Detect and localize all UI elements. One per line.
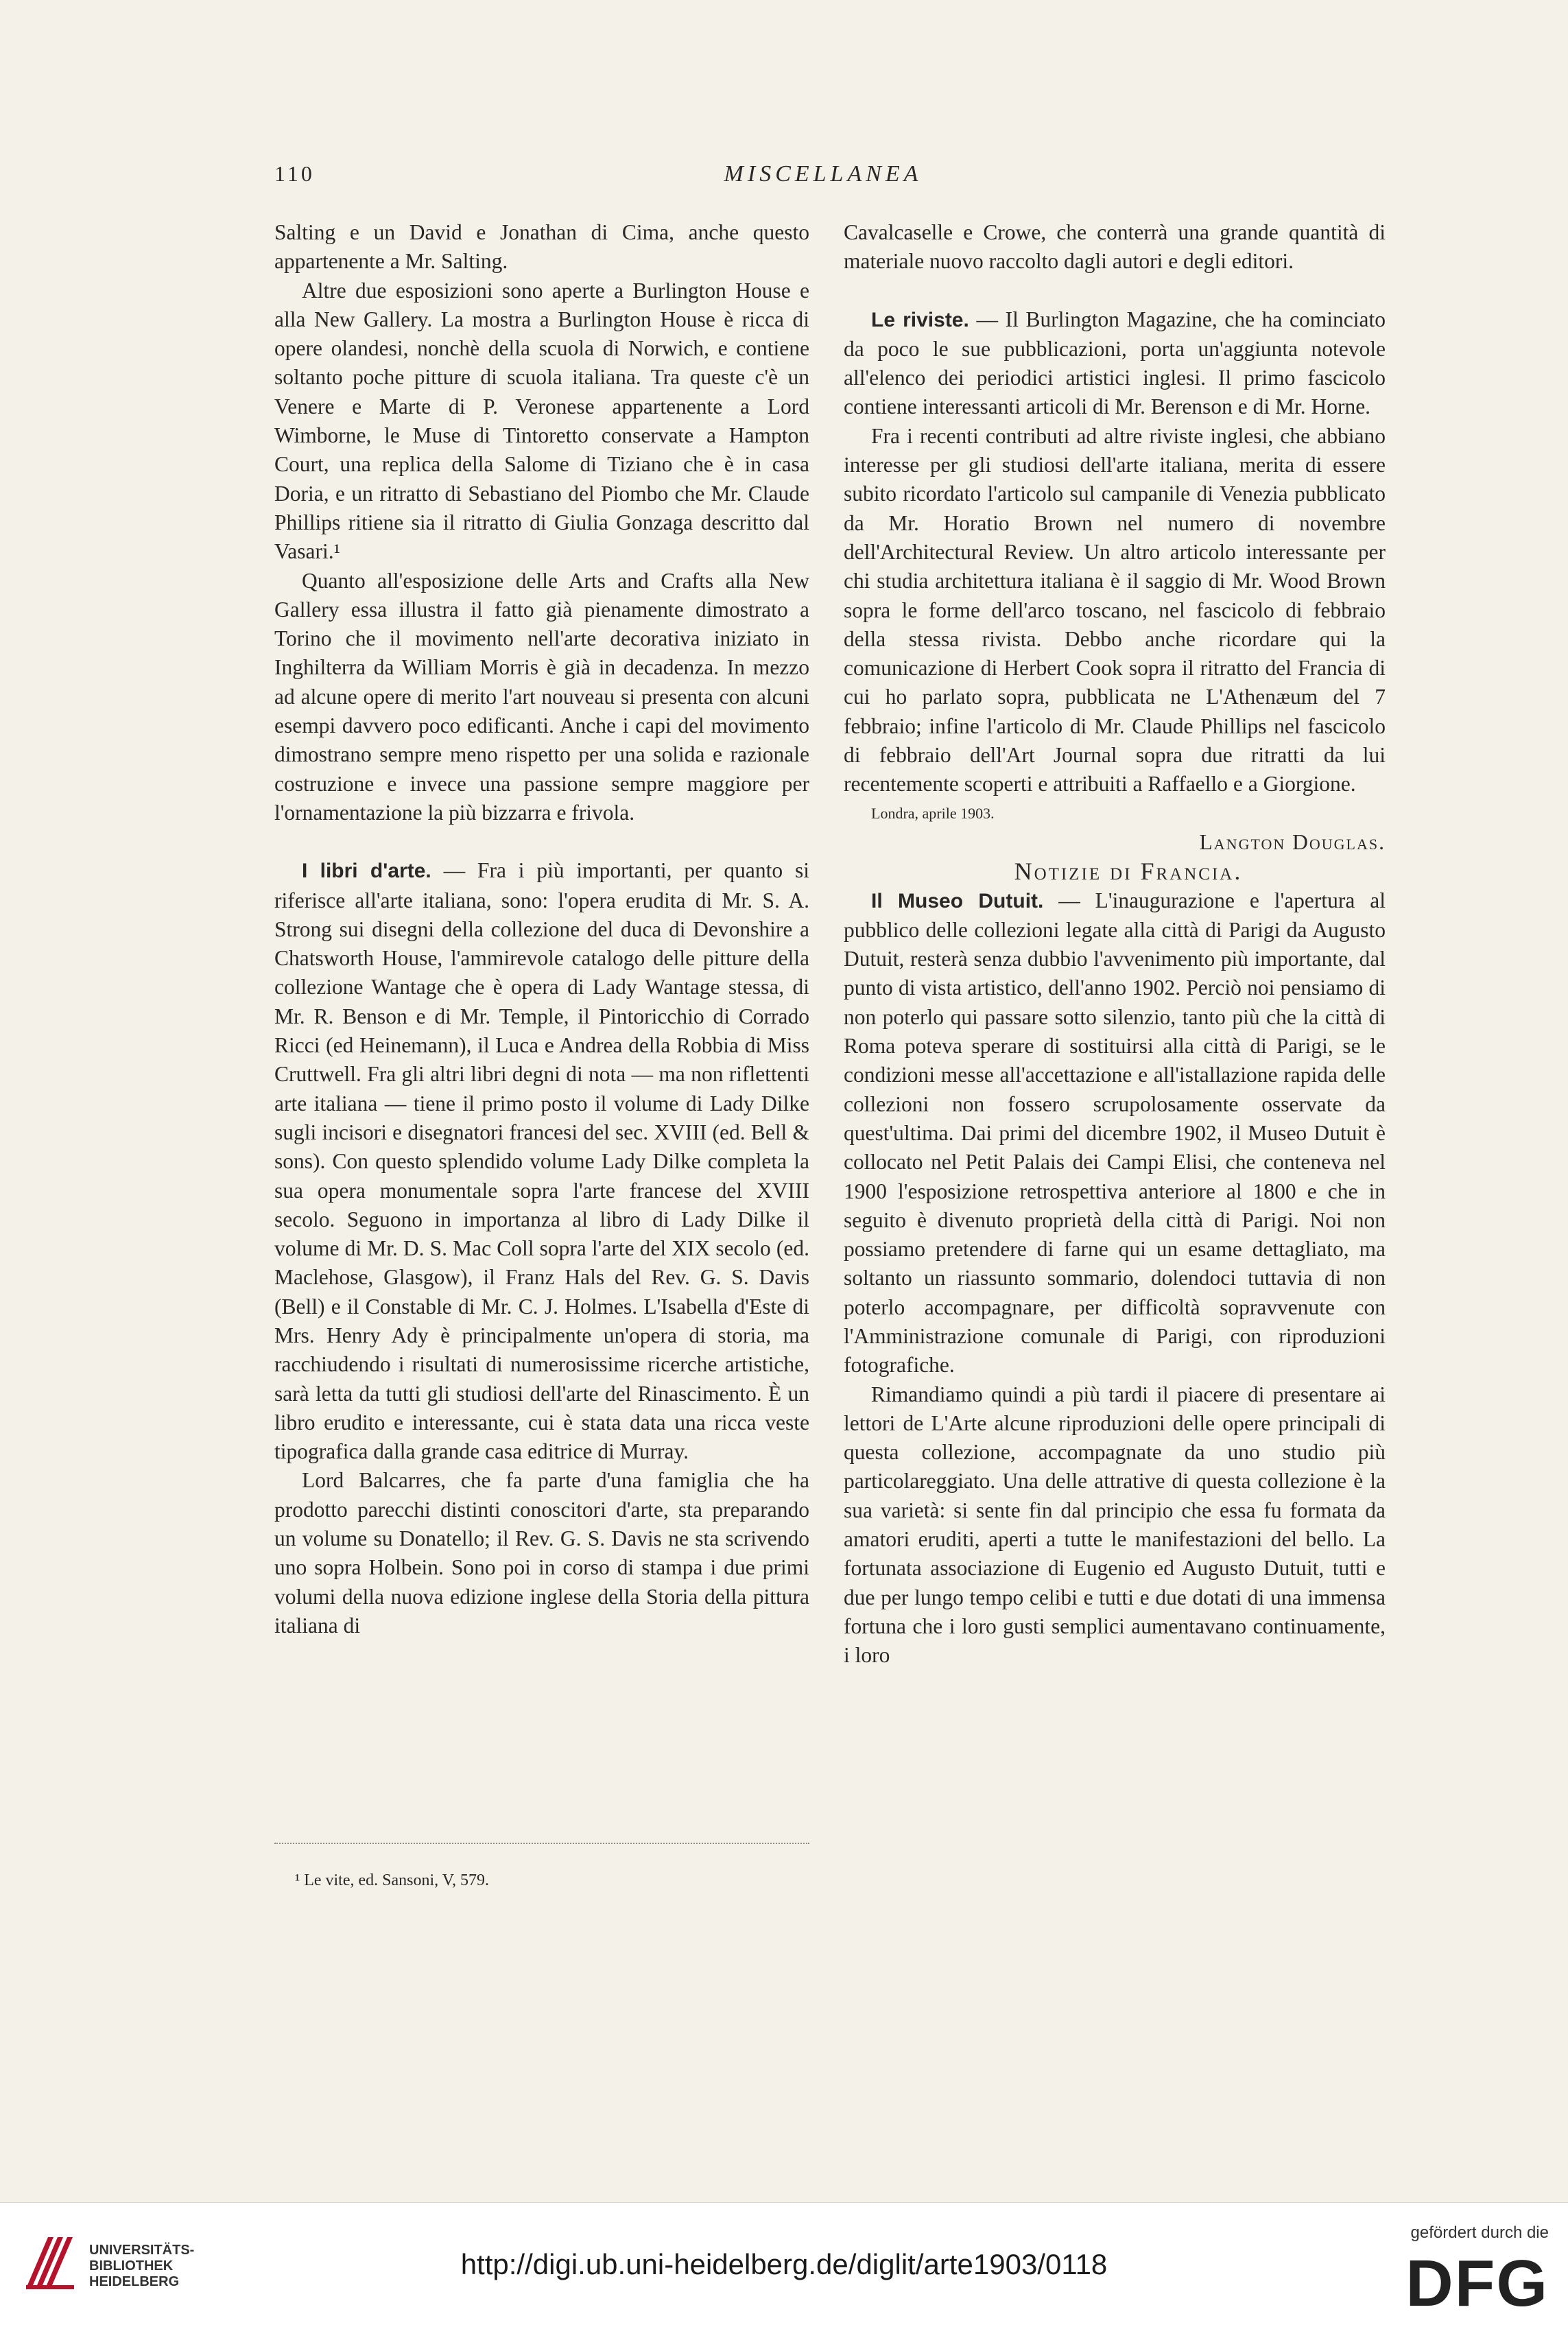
dfg-logo: DFG — [1405, 2247, 1549, 2320]
paragraph: Quanto all'esposizione delle Arts and Crafts alla New Gallery essa illustra il fatto già pienamente dimostrato a Torino che il movimento nell'arte decorativa iniziato in Inghilterra da William Morris è già in decadenza. In mezzo ad alcune opere di merito l'art nouveau si presenta con alcuni esempi davvero poco edificanti. Anche i capi del movimento dimostrano sempre meno rispetto per una solida e razionale costruzione e invece una passione sempre maggiore per l'ornamentazione la più bizzarra e frivola. — [274, 568, 809, 825]
funded-by-label: gefördert durch die — [1410, 2223, 1549, 2242]
section-museo — [844, 886, 1386, 1380]
dateline: Londra, aprile 1903. — [871, 804, 995, 822]
section-heading: Notizie di Francia. — [1014, 858, 1243, 886]
section-text: — Fra i più importanti, per quanto si riferisce all'arte italiana, sono: l'opera erudita di Mr. S. A. Strong sui disegni della collezione del duca di Devonshire a Chatsworth House, l'ammirevole catalogo delle pitture della collezione Wantage che è opera di Lady Wantage stessa, di Mr. R. Benson e di Mr. Temple, il Pintoricchio di Corrado Ricci (ed Heinemann), il Luca e Andrea della Robbia di Miss Cruttwell. Fra gli altri libri degni di nota — ma non riflettenti arte italiana — tiene il primo posto il volume di Lady Dilke sugli incisori e disegnatori francesi del sec. XVIII (ed. Bell & sons). Con questo splendido volume Lady Dilke completa la sua opera monumentale sopra l'arte francese del XVIII secolo. Seguono in importanza al libro di Lady Dilke il volume di Mr. D. S. Mac Coll sopra l'arte del XIX secolo (ed. Maclehose, Glasgow), il Franz Hals del Rev. G. S. Davis (Bell) e il Constable di Mr. C. J. Holmes. L'Isabella d'Este di Mrs. Henry Ady è principalmente un'opera di storia, ma racchiudendo i risultati di numerosissime ricerche artistiche, sarà letta da tutti gli studiosi dell'arte del Rinascimento. È un libro erudito e interessante, cui è stata data una ricca veste tipografica dalla grande casa editrice di Murray. — [274, 858, 810, 1464]
section-riviste — [844, 305, 1386, 422]
page-header — [274, 161, 1372, 202]
university-name: UNIVERSITÄTS- BIBLIOTHEK HEIDELBERG — [89, 2243, 195, 2289]
left-column — [274, 218, 809, 1640]
section-text: — L'inaugurazione e l'apertura al pubblico delle collezioni legate alla città di Parigi da Augusto Dutuit, resterà senza dubbio l'avvenimento più importante, dal punto di vista artistico, dell'anno 1902. Perciò noi pensiamo di non poterlo qui passare sotto silenzio, tanto più che la città di Roma poteva sperare di sostituirsi alla città di Parigi, se le condizioni messe all'accettazione e all'istallazione rapida delle collezioni non fossero scrupolosamente osservate da quest'ultima. Dai primi del dicembre 1902, il Museo Dutuit è collocato nel Petit Palais dei Campi Elisi, che conteneva nel 1900 l'esposizione retrospettiva anteriore al 1800 e che in seguito è divenuto proprietà della città di Parigi. Noi non possiamo pretendere di farne qui un esame dettagliato, ma soltanto un riassunto sommario, dolendoci tuttavia di non poterlo accompagnare, per difficoltà sopravvenute con l'Amministrazione comunale di Parigi, con riproduzioni fotografiche. — [844, 888, 1386, 1378]
paragraph: Rimandiamo quindi a più tardi il piacere di presentare ai lettori de L'Arte alcune riproduzioni delle opere principali di questa collezione, accompagnate da uno studio più particolareggiato. Una delle attrative di questa collezione è la sua varietà: si sente fin dal principio che essa fu formata da amatori eruditi, aperti a tutte le manifestazioni del bello. La fortunata associazione di Eugenio ed Augusto Dutuit, tutti e due per lungo tempo celibi e tutti e due dotati di una immensa fortuna che i loro gusti semplici aumentavano continuamente, i loro — [844, 1382, 1386, 1668]
paragraph: Lord Balcarres, che fa parte d'una famiglia che ha prodotto parecchi distinti conoscitori d'arte, sta preparando un volume su Donatello; il Rev. G. S. Davis ne sta scrivendo uno sopra Holbein. Sono poi in corso di stampa i due primi volumi della nuova edizione inglese della Storia della pittura italiana di — [274, 1468, 809, 1638]
footer-bar — [0, 2202, 1568, 2327]
section-text: — Il Burlington Magazine, che ha cominciato da poco le sue pubblicazioni, porta un'aggiunta notevole all'elenco dei periodici artistici inglesi. Il primo fascicolo contiene interessanti articoli di Mr. Berenson e di Mr. Horne. — [844, 307, 1386, 419]
running-title: MISCELLANEA — [724, 161, 923, 187]
footnote-rule — [274, 1843, 809, 1844]
paragraph: Cavalcaselle e Crowe, che conterrà una grande quantità di materiale nuovo raccolto dagli autori e degli editori. — [844, 220, 1386, 274]
paragraph: Altre due esposizioni sono aperte a Burlington House e alla New Gallery. La mostra a Burlington House è ricca di opere olandesi, nonchè della scuola di Norwich, e contiene soltanto poche pitture di scuola italiana. Tra queste c'è un Venere e Marte di P. Veronese appartenente a Lord Wimborne, le Muse di Tintoretto conservate a Hampton Court, una replica della Salome di Tiziano che è in casa Doria, e un ritratto di Sebastiano del Piombo che Mr. Claude Phillips ritiene sia il ritratto di Giulia Gonzaga descritto dal Vasari.¹ — [274, 278, 809, 564]
section-title: I libri d'arte. — [302, 860, 431, 883]
author-signature: Langton Douglas. — [1199, 829, 1386, 854]
section-libri — [274, 856, 809, 1466]
right-column — [844, 218, 1386, 1670]
page-number: 110 — [274, 161, 315, 186]
source-url[interactable]: http://digi.ub.uni-heidelberg.de/diglit/arte1903/0118 — [460, 2248, 1108, 2280]
paragraph: Salting e un David e Jonathan di Cima, anche questo appartenente a Mr. Salting. — [274, 220, 809, 274]
section-title: Le riviste. — [871, 308, 969, 331]
section-title: Il Museo Dutuit. — [871, 889, 1044, 912]
footnote: ¹ Le vite, ed. Sansoni, V, 579. — [295, 1871, 489, 1889]
paragraph: Fra i recenti contributi ad altre riviste inglesi, che abbiano interesse per gli studiosi dell'arte italiana, merita di essere subito ricordato l'articolo sul campanile di Venezia pubblicato da Mr. Horatio Brown nel numero di novembre dell'Architectural Review. Un altro articolo interessante per chi studia architettura italiana è il saggio di Mr. Wood Brown sopra le forme dell'arco toscano, nel fascicolo di febbraio della stessa rivista. Debbo anche ricordare qui la comunicazione di Herbert Cook sopra il ritratto del Francia di cui ho parlato sopra, pubblicata ne L'Athenæum del 7 febbraio; infine l'articolo di Mr. Claude Phillips nel fascicolo di febbraio dell'Art Journal sopra due ritratti da lui recentemente scoperti e attribuiti a Raffaello e a Giorgione. — [844, 423, 1386, 796]
